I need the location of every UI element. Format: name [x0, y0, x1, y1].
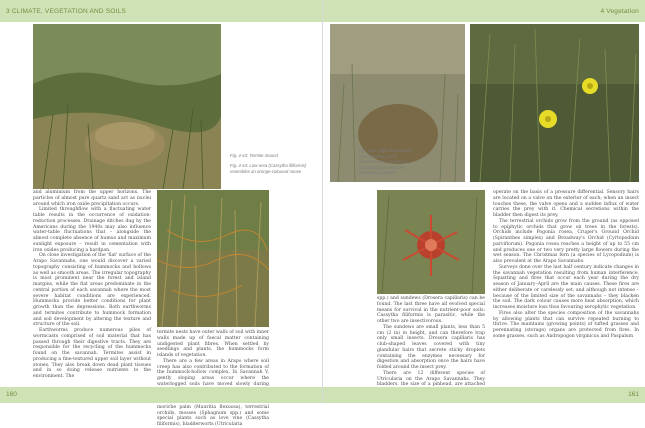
- page-gutter: [322, 0, 323, 403]
- right-col2-para2: The terrestrial orchids grow from the ground (as opposed to epiphytic orchids that grow on trees in the forests). Orchids include Pogonia rosea, Cruger's Ground Orchid (Spiranthes simplex) and Broadway's Orchid (Cyrtopodium parviflorum). Pogonia rosea reaches a height of up to 55 cm and produces one or two very pretty large flowers during the wet season. The Christmas fern (a species of Lycopodium) is also prevalent at the Arapo Savannahs.: [493, 218, 639, 264]
- left-col2-para2: There are a few areas in Arapo where soil creep has also contributed to the formation of the hummock-hollow complex. In Savannah V, gently sloping areas occur where the waterlogged soils have moved slowly during: [157, 358, 269, 387]
- header-band-left: [0, 0, 322, 22]
- left-col1-para2: Limited throughflow with a fluctuating water table results in the occurrence of oxidation-reduction processes. Drainage ditches dug by the Americans during the 1940s may also influence water-table fluctuations that – alongside the almost complete absence of humus and maximum sunlight exposure – result in cementation with iron oxides producing a hardpan.: [33, 207, 151, 253]
- termite-mound-photo: [33, 24, 221, 189]
- caption-fig-4-44: Fig. 4-44: Low-area (Cassytha filiformis) resembles an orange-coloured noose: [230, 163, 307, 174]
- caption-fig-4-43: Fig. 4-43: Termite mound: [230, 153, 278, 158]
- left-page-col1: [33, 190, 151, 380]
- caption-fig-4-45: Fig. 4-45: (right-then below) Insectivorous plants: bladderwort (a species of Utricularia) and sundew (Drosera capillaris): [359, 148, 412, 176]
- footer-band-left: [0, 387, 322, 403]
- chapter-title: 3 CLIMATE, VEGETATION AND SOILS: [6, 8, 126, 15]
- footer-band-right: [323, 387, 645, 403]
- right-page-col2: [493, 190, 639, 340]
- section-title: 4 Vegetation: [600, 8, 639, 15]
- sundew-closeup-photo: [377, 190, 485, 294]
- page-number-right: 161: [628, 391, 639, 398]
- left-col1-para3: On close investigation of the 'flat' surface of the Arapo Savannahs, one would discover a varied topography consisting of hummocks and hollows as well as smooth areas. The irregular topography is most prominent near the forest and island margins, while the flat areas predominate in the central portion of each savannah where the most severe habitat conditions are experienced. Hummocks provide better conditions for plant growth than the depressions. Both earthworms and termites contribute to hummock formation and soil development by altering the texture and structure of the soil.: [33, 253, 151, 328]
- left-col2-para1: termite nests have outer walls of soil with inner walls made up of faecal matter containing undigested plant fibres. When settled by seedlings and plants, the hummocks form islands of vegetation.: [157, 330, 269, 358]
- bladderwort-photo: [470, 24, 639, 182]
- right-col1-para1: spp.) and sundews (Drosera capillaris) can be found. The last three have all evolved special means for survival in the nutrient-poor soils: Cassytha filiformis is parasitic, while the other two are insectivorous.: [377, 296, 485, 324]
- right-page-col1: [377, 296, 485, 394]
- right-col2-para1: operate on the basis of a pressure differential. Sensory hairs are located on a valve on the exterior of each; when an insect touches these, the valve opens and a sudden influx of water carries the prey with it. Chemical secretions within the bladder then digest its prey.: [493, 190, 639, 218]
- right-col2-para3: Surveys done over the last half century indicate changes in the savannah vegetation resulting from human interference. Squatting and fires that occur each year during the dry season of January–April are the main causes. These fires are either deliberate or carelessly set, and although not intense – because of the limited size of the savannahs – they blacken the soil. The dark colour causes more heat absorption, which increases moisture loss thus favouring xerophytic vegetation.: [493, 264, 639, 310]
- left-page-col2: [157, 330, 269, 428]
- right-col1-para2: The sundews are small plants, less than 5 cm (2 in) in height, and can therefore trap only small insects. Drosera capillaris has club-shaped leaves covered with tiny glandular hairs that secrete sticky droplets containing the enzymes necessary for digestion and absorption once the hairs have folded around the insect prey.: [377, 324, 485, 370]
- right-col1-para3: There are 12 different species of Utricularia on the Arapo Savannahs. They bladders, the size of a pinhead, are attached: [377, 370, 485, 388]
- right-col2-para4: Fires also alter the species composition of the savannahs by allowing plants that can survive repeated burning to thrive. The maintains (growing points) of tufted grasses and perennating (storage) organs are protected from fires. In some grasses, such as Andropogon virginicus and Paspalum: [493, 310, 639, 339]
- header-band-right: [323, 0, 645, 22]
- love-vine-photo: [157, 190, 269, 327]
- left-col1-para1: and aluminium from the upper horizons. The particles of almost pure quartz sand act as nuclei around which iron oxide precipitation occurs.: [33, 190, 151, 207]
- left-col1-para4: Earthworms produce numerous piles of wormcasts comprised of soil material that has passed through their digestive tracts. They are responsible for the recycling of the hummocks found on the savannah. Termites assist in producing a fine-textured upper soil layer without stones. They also break down dead plant tissues and in so doing release nutrients to the environment. The: [33, 328, 151, 379]
- left-col2-para3: moriche palm (Mauritia flexuosa), terrestrial orchids, mosses (Sphagnum spp.) and some special plants such as love vine (Cassytha filiformis), bladderworts (Utricularia: [157, 404, 269, 427]
- page-number-left: 160: [6, 391, 17, 398]
